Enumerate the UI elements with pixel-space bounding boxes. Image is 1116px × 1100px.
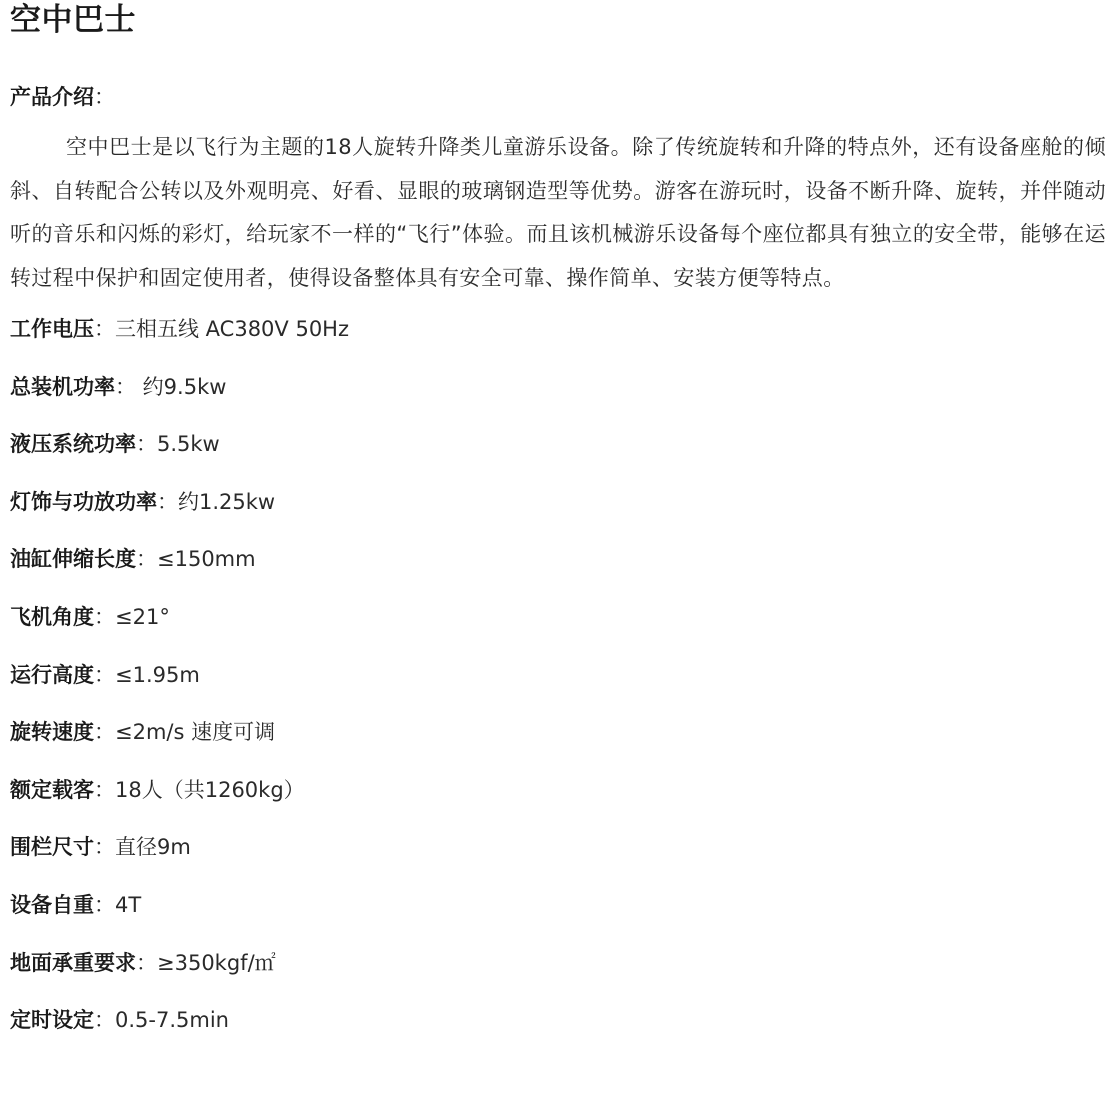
spec-value: ≤2m/s 速度可调 — [115, 720, 276, 745]
spec-row-rated-capacity — [10, 775, 1106, 833]
intro-heading-colon: ： — [94, 85, 115, 109]
spec-value: 约1.25kw — [178, 489, 276, 514]
spec-separator: ： — [94, 720, 115, 745]
spec-row-operating-height — [10, 660, 1106, 718]
spec-list — [10, 314, 1106, 1063]
spec-value: 三相五线 AC380V 50Hz — [115, 317, 349, 341]
spec-separator: ： — [136, 547, 157, 572]
spec-value: ≤21° — [115, 604, 170, 629]
page-title: 空中巴士 — [10, 2, 136, 38]
spec-value: ≥350kgf/㎡ — [157, 950, 276, 975]
spec-separator: ： — [136, 432, 157, 457]
spec-label: 地面承重要求 — [10, 950, 136, 975]
spec-row-cylinder-stroke — [10, 544, 1106, 602]
spec-value: 0.5-7.5min — [115, 1008, 229, 1033]
spec-row-rotation-speed — [10, 717, 1106, 775]
spec-value: 5.5kw — [157, 432, 220, 457]
intro-heading — [10, 82, 1106, 112]
spec-label: 液压系统功率 — [10, 432, 136, 457]
spec-row-lighting-power — [10, 487, 1106, 545]
spec-row-timer — [10, 1005, 1106, 1063]
spec-label: 运行高度 — [10, 662, 94, 687]
spec-separator: ： — [115, 374, 136, 399]
spec-label: 设备自重 — [10, 892, 94, 917]
intro-paragraph: 空中巴士是以飞行为主题的18人旋转升降类儿童游乐设备。除了传统旋转和升降的特点外，还有设备座舱的倾斜、自转配合公转以及外观明亮、好看、显眼的玻璃钢造型等优势。游客在游玩时，设备不断升降、旋转，并伴随动听的音乐和闪烁的彩灯，给玩家不一样的“飞行”体验。而且该机械游乐设备每个座位都具有独立的安全带，能够在运转过程中保护和固定使用者，使得设备整体具有安全可靠、操作简单、安装方便等特点。 — [10, 135, 1106, 290]
spec-separator: ： — [94, 777, 115, 802]
spec-separator: ： — [136, 950, 157, 975]
spec-value: 直径9m — [115, 835, 191, 860]
product-page — [10, 0, 1106, 1063]
spec-label: 围栏尺寸 — [10, 835, 94, 860]
spec-label: 飞机角度 — [10, 604, 94, 629]
spec-value: 4T — [115, 892, 142, 917]
spec-label: 旋转速度 — [10, 720, 94, 745]
spec-value: 18人（共1260kg） — [115, 777, 305, 802]
spec-label: 油缸伸缩长度 — [10, 547, 136, 572]
spec-label: 灯饰与功放功率 — [10, 489, 157, 514]
spec-label: 额定载客 — [10, 777, 94, 802]
spec-row-total-power — [10, 372, 1106, 430]
spec-row-self-weight — [10, 890, 1106, 948]
spec-row-ground-load — [10, 948, 1106, 1006]
spec-separator: ： — [94, 662, 115, 687]
spec-row-voltage — [10, 314, 1106, 372]
spec-value: ≤150mm — [157, 547, 256, 572]
spec-separator: ： — [94, 317, 115, 341]
spec-separator: ： — [157, 489, 178, 514]
spec-row-fence-size — [10, 832, 1106, 890]
spec-separator: ： — [94, 1008, 115, 1033]
spec-separator: ： — [94, 892, 115, 917]
spec-row-plane-angle — [10, 602, 1106, 660]
spec-separator: ： — [94, 604, 115, 629]
intro-heading-label: 产品介绍 — [10, 85, 94, 109]
spec-label: 总装机功率 — [10, 374, 115, 399]
spec-row-hydraulic-power — [10, 429, 1106, 487]
spec-value: ≤1.95m — [115, 662, 200, 687]
spec-value: 约9.5kw — [136, 374, 227, 399]
spec-separator: ： — [94, 835, 115, 860]
spec-label: 工作电压 — [10, 317, 94, 341]
spec-label: 定时设定 — [10, 1008, 94, 1033]
